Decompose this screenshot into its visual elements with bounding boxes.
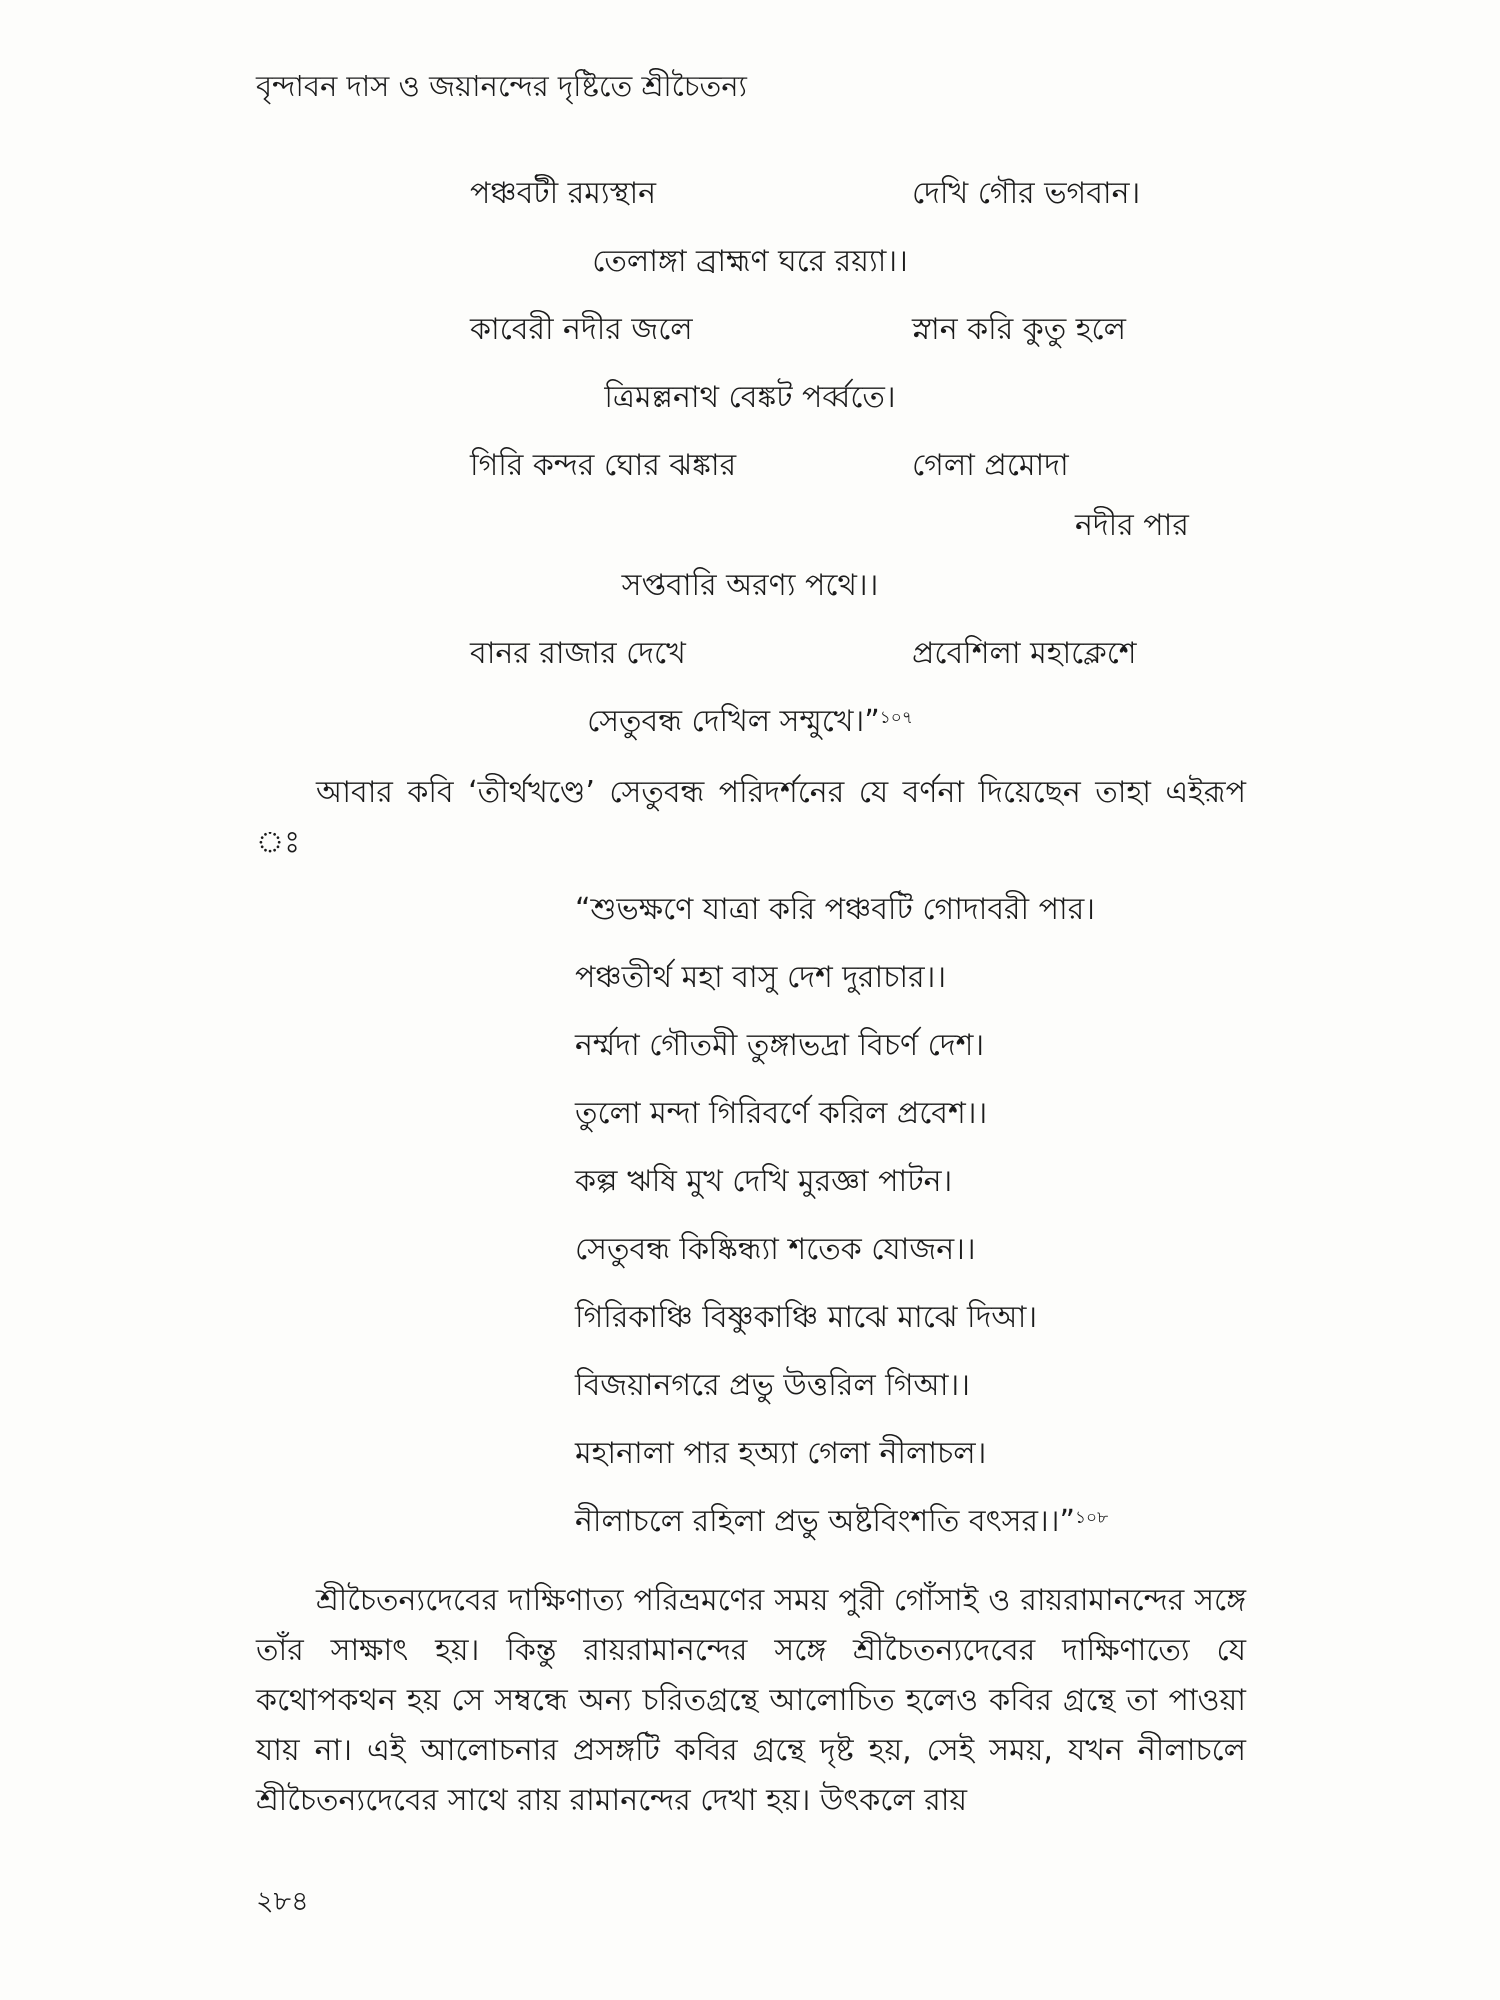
verse-text: পঞ্চতীর্থ মহা বাসু দেশ দুরাচার।। bbox=[575, 960, 947, 995]
verse-line: স্নান করি কুতু হলে bbox=[912, 312, 1126, 347]
verse-line: ত্রিমল্লনাথ বেঙ্কট পর্ব্বতে। bbox=[604, 380, 896, 415]
verse-line: কাবেরী নদীর জলে bbox=[470, 312, 693, 347]
quoted-verse-line bbox=[575, 1364, 970, 1408]
verse-line: গেলা প্রমোদা bbox=[912, 448, 1069, 483]
verse-text: সেতুবন্ধ কিষ্কিন্ধ্যা শতেক যোজন।। bbox=[575, 1232, 976, 1267]
footnote-ref: ১০৮ bbox=[1074, 1508, 1109, 1528]
verse-line: বানর রাজার দেখে bbox=[470, 636, 686, 671]
verse-line: তেলাঙ্গা ব্রাহ্মণ ঘরে রয়্যা।। bbox=[592, 244, 908, 279]
verse-text: নীলাচলে রহিলা প্রভু অষ্টবিংশতি বৎসর।।” bbox=[575, 1504, 1075, 1539]
quoted-verse-line bbox=[575, 1160, 952, 1204]
quoted-verse-line bbox=[575, 1024, 984, 1068]
quoted-verse-line bbox=[575, 956, 946, 1000]
verse-text: “শুভক্ষণে যাত্রা করি পঞ্চবটি গোদাবরী পার। bbox=[575, 892, 1095, 927]
body-paragraph: আবার কবি ‘তীর্থখণ্ডে’ সেতুবন্ধ পরিদর্শনের যে বর্ণনা দিয়েছেন তাহা এইরূপ ঃ bbox=[256, 775, 1246, 860]
quoted-verse-line bbox=[575, 1228, 976, 1272]
verse-text: সেতুবন্ধ দেখিল সম্মুখে।” bbox=[587, 704, 880, 739]
verse-line: পঞ্চবটী রম্যস্থান bbox=[470, 176, 657, 211]
quoted-verse-line bbox=[575, 888, 1095, 932]
running-header: বৃন্দাবন দাস ও জয়ানন্দের দৃষ্টিতে শ্রীচৈতন্য bbox=[256, 69, 747, 103]
verse-text: কল্প ঋষি মুখ দেখি মুরজ্ঞা পাটন। bbox=[575, 1164, 953, 1199]
quoted-verse-line bbox=[575, 1296, 1037, 1340]
verse-line bbox=[0, 700, 1500, 744]
verse-line: গিরি কন্দর ঘোর ঝঙ্কার bbox=[470, 448, 737, 483]
quoted-verse-line bbox=[575, 1092, 987, 1136]
verse-line: সপ্তবারি অরণ্য পথে।। bbox=[621, 568, 879, 603]
verse-line: প্রবেশিলা মহাক্লেশে bbox=[912, 636, 1137, 671]
verse-text: গিরিকাঞ্চি বিষ্ণুকাঞ্চি মাঝে মাঝে দিআ। bbox=[575, 1300, 1038, 1335]
quoted-verse-line bbox=[575, 1500, 1108, 1544]
verse-text: নর্ম্মদা গৌতমী তুঙ্গাভদ্রা বিচর্ণ দেশ। bbox=[575, 1028, 985, 1063]
page-number: ২৮৪ bbox=[256, 1886, 309, 1917]
quoted-verse-line bbox=[575, 1432, 986, 1476]
verse-text: মহানালা পার হঅ্যা গেলা নীলাচল। bbox=[575, 1436, 987, 1471]
verse-text: বিজয়ানগরে প্রভু উত্তরিল গিআ।। bbox=[575, 1368, 970, 1403]
footnote-ref: ১০৭ bbox=[879, 708, 913, 728]
verse-line: নদীর পার bbox=[1075, 508, 1189, 543]
body-paragraph: শ্রীচৈতন্যদেবের দাক্ষিণাত্য পরিভ্রমণের সময় পুরী গোঁসাই ও রায়রামানন্দের সঙ্গে তাঁর সাক্ষাৎ হয়। কিন্তু রায়রামানন্দের সঙ্গে শ্রীচৈতন্যদেবের দাক্ষিণাত্যে যে কথোপকথন হয় সে সম্বন্ধে অন্য চরিতগ্রন্থে আলোচিত হলেও কবির গ্রন্থে তা পাওয়া যায় না। এই আলোচনার প্রসঙ্গটি কবির গ্রন্থে দৃষ্ট হয়, সেই সময়, যখন নীলাচলে শ্রীচৈতন্যদেবের সাথে রায় রামানন্দের দেখা হয়। উৎকলে রায় bbox=[256, 1583, 1246, 1818]
verse-text: তুলো মন্দা গিরিবর্ণে করিল প্রবেশ।। bbox=[575, 1096, 988, 1131]
verse-line: দেখি গৌর ভগবান। bbox=[912, 176, 1141, 211]
